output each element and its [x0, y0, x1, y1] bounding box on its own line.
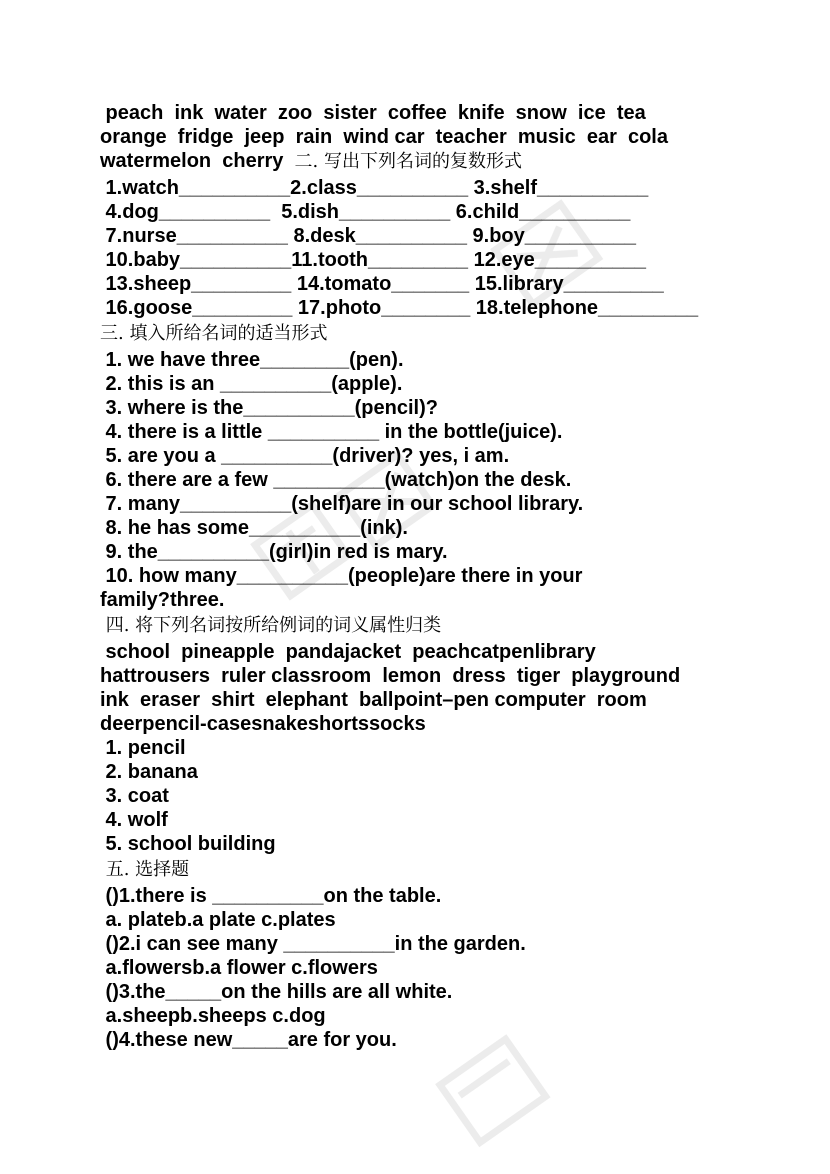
category-1: 1. pencil [100, 737, 186, 759]
classify-words-line-4: deerpencil-casesnakeshortssocks [100, 713, 426, 735]
fill-item-5: 5. are you a __________(driver)? yes, i am. [100, 445, 510, 467]
nouns-list-line-1: peach ink water zoo sister coffee knife snow ice tea [100, 102, 646, 124]
fill-item-9: 9. the__________(girl)in red is mary. [100, 541, 448, 563]
classify-words-line-3: ink eraser shirt elephant ballpoint–pen computer room [100, 689, 647, 711]
fill-item-3: 3. where is the__________(pencil)? [100, 397, 438, 419]
plural-row-6: 16.goose_________ 17.photo________ 18.telephone_________ [100, 297, 699, 319]
nouns-list-tail: watermelon cherry [100, 150, 295, 172]
plural-row-5: 13.sheep_________ 14.tomato_______ 15.library_________ [100, 273, 664, 295]
section-4-title: 四. 将下列名词按所给例词的词义属性归类 [100, 615, 442, 636]
choice-options-2: a.flowersb.a flower c.flowers [100, 957, 378, 979]
fill-item-10-continued: family?three. [100, 589, 225, 611]
choice-question-2: ()2.i can see many __________in the garden. [100, 933, 526, 955]
nouns-list-line-2: orange fridge jeep rain wind car teacher music ear cola [100, 126, 668, 148]
fill-item-10: 10. how many__________(people)are there in your [100, 565, 583, 587]
fill-item-1: 1. we have three________(pen). [100, 349, 404, 371]
fill-item-7: 7. many__________(shelf)are in our school library. [100, 493, 584, 515]
category-3: 3. coat [100, 785, 169, 807]
choice-options-3: a.sheepb.sheeps c.dog [100, 1005, 326, 1027]
fill-item-4: 4. there is a little __________ in the bottle(juice). [100, 421, 563, 443]
section-2-title: 二. 写出下列名词的复数形式 [294, 151, 522, 172]
choice-question-4: ()4.these new_____are for you. [100, 1029, 397, 1051]
category-2: 2. banana [100, 761, 198, 783]
plural-row-1: 1.watch__________2.class__________ 3.shelf__________ [100, 177, 649, 199]
choice-question-1: ()1.there is __________on the table. [100, 885, 442, 907]
nouns-list-line-3 [100, 149, 522, 174]
fill-item-8: 8. he has some__________(ink). [100, 517, 408, 539]
category-5: 5. school building [100, 833, 276, 855]
section-3-title: 三. 填入所给名词的适当形式 [100, 323, 328, 344]
plural-row-2: 4.dog__________ 5.dish__________ 6.child__________ [100, 201, 631, 223]
classify-words-line-2: hattrousers ruler classroom lemon dress tiger playground [100, 665, 681, 687]
classify-words-line-1: school pineapple pandajacket peachcatpenlibrary [100, 641, 596, 663]
fill-item-2: 2. this is an __________(apple). [100, 373, 403, 395]
section-5-title: 五. 选择题 [100, 859, 190, 880]
choice-options-1: a. plateb.a plate c.plates [100, 909, 336, 931]
plural-row-3: 7.nurse__________ 8.desk__________ 9.boy__________ [100, 225, 637, 247]
choice-question-3: ()3.the_____on the hills are all white. [100, 981, 453, 1003]
plural-row-4: 10.baby__________11.tooth_________ 12.eye__________ [100, 249, 647, 271]
category-4: 4. wolf [100, 809, 168, 831]
fill-item-6: 6. there are a few __________(watch)on the desk. [100, 469, 572, 491]
